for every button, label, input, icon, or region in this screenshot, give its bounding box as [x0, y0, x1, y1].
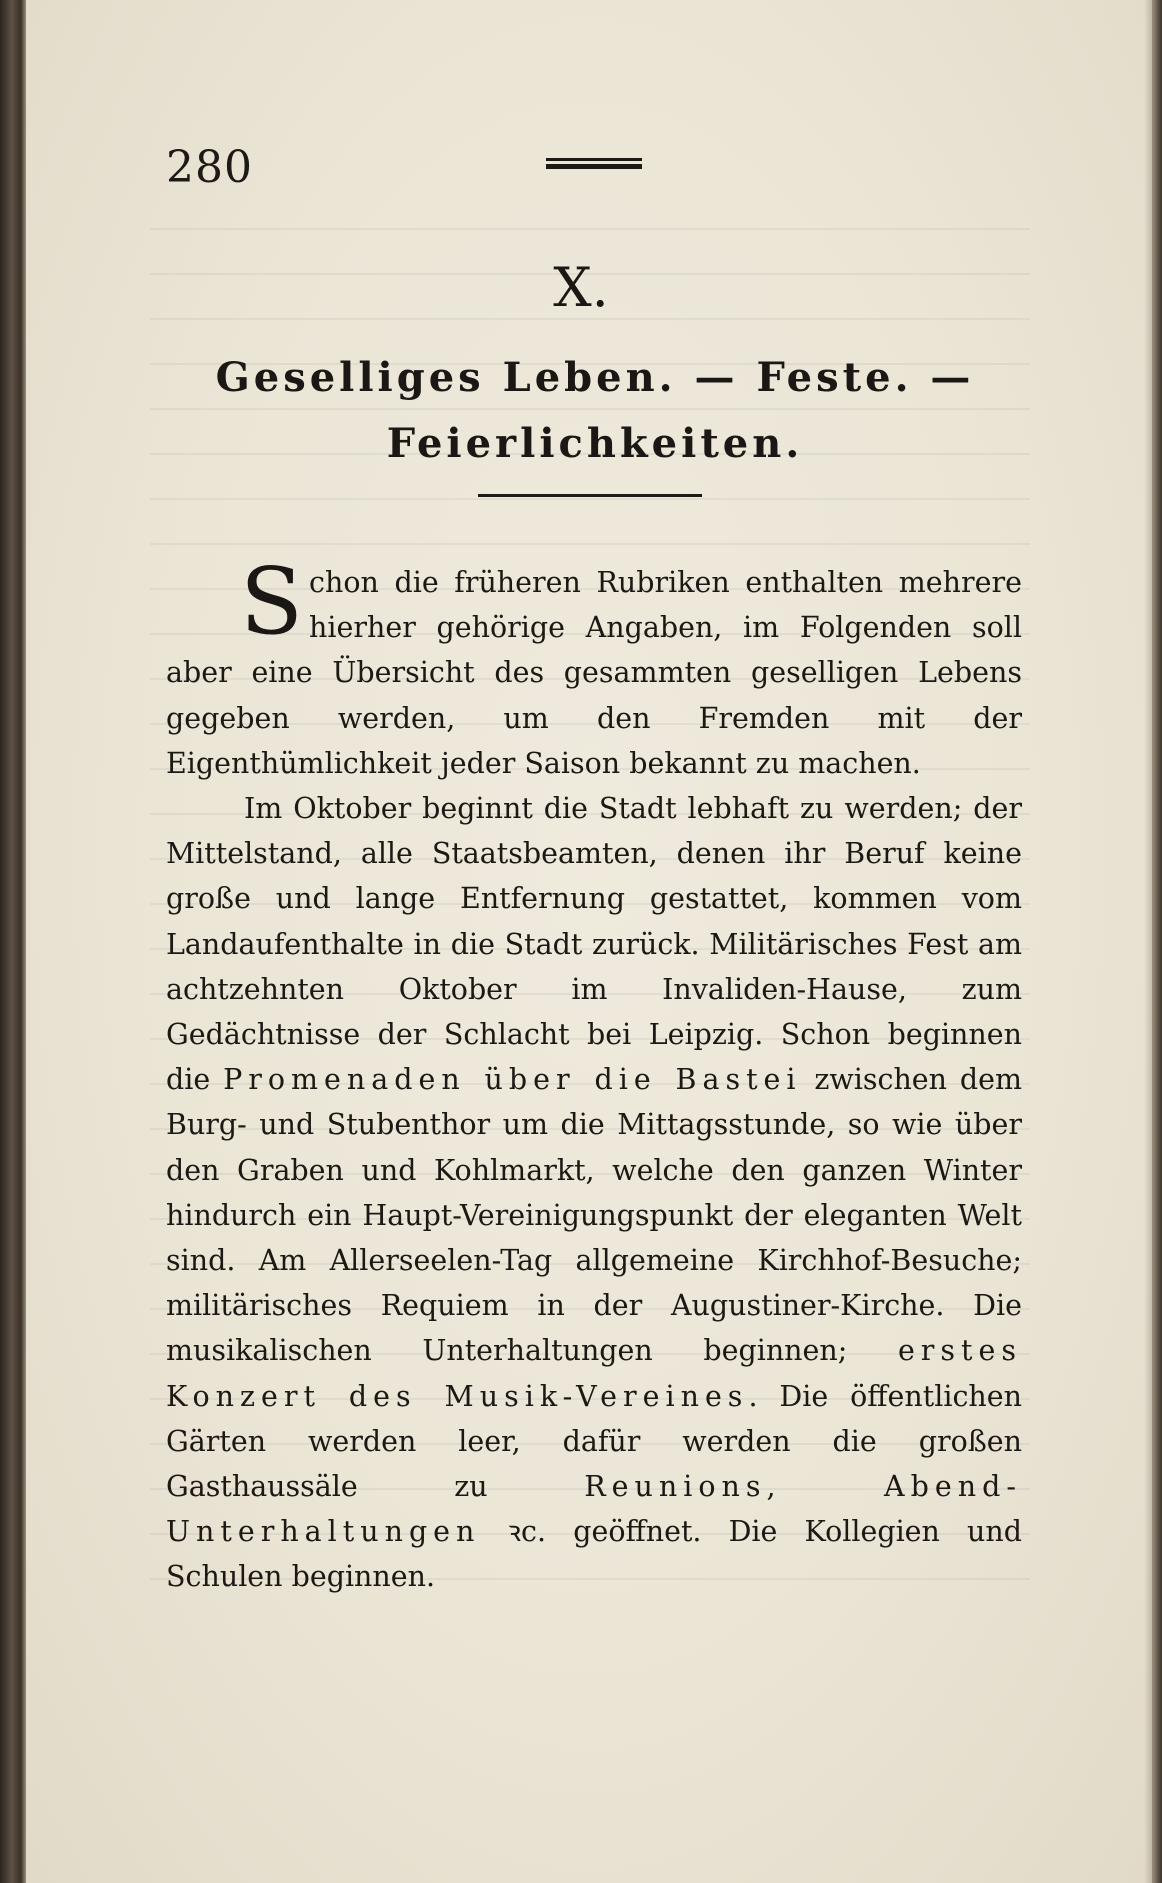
- spaced-emphasis-konzert: erstes Konzert des Musik-Vereines: [166, 1334, 1022, 1413]
- spaced-emphasis-promenaden: Promenaden über die Bastei: [223, 1063, 802, 1097]
- paragraph-2-text-b: zwischen dem Burg- und Stubenthor um die Mittagsstunde, so wie über den Graben und Kohlmarkt, welche den ganzen Winter hindurch ein Haupt-Vereinigungspunkt der eleganten Welt sind. Am Allerseelen-Tag allgemeine Kirchhof-Besuche; militärisches Requiem in der Augustiner-Kirche. Die musikalischen Unterhaltungen beginnen;: [166, 1063, 1022, 1368]
- body-text: [166, 548, 1022, 1600]
- header-ornament-rule: [546, 158, 642, 172]
- title-divider-rule: [478, 494, 702, 497]
- paragraph-2-text-a: Im Oktober beginnt die Stadt lebhaft zu werden; der Mittelstand, alle Staatsbeamten, denen ihr Beruf keine große und lange Entfernung gestattet, kommen vom Landaufenthalte in die Stadt zurück. Militärisches Fest am achtzehnten Oktober im Invaliden-Hause, zum Gedächtnisse der Schlacht bei Leipzig. Schon beginnen die: [166, 792, 1022, 1097]
- page-number: 280: [166, 142, 253, 193]
- paragraph-2-text-c: . Die öffentlichen Gärten werden leer, dafür werden die großen Gasthaussäle zu: [166, 1379, 1022, 1504]
- paragraph-1: [166, 548, 1022, 786]
- paragraph-2-text-d: ꝛc. geöffnet. Die Kollegien und Schulen beginnen.: [166, 1515, 1022, 1594]
- chapter-title-line-2: Feierlichkeiten.: [386, 420, 804, 467]
- chapter-title-line-1: Geselliges Leben. — Feste. —: [215, 354, 975, 401]
- paragraph-1-text: chon die früheren Rubriken enthalten mehrere hierher gehörige Angaben, im Folgenden soll aber eine Übersicht des gesammten geselligen Lebens gegeben werden, um den Fremden mit der Eigenthümlichkeit jeder Saison bekannt zu machen.: [166, 566, 1022, 780]
- chapter-number: X.: [553, 256, 609, 319]
- chapter-title: [160, 345, 1030, 477]
- running-header: [166, 142, 1022, 192]
- drop-cap: S: [240, 548, 304, 655]
- spaced-emphasis-reunions: Reunions, Abend-Unterhaltungen: [166, 1470, 1022, 1549]
- paragraph-2: [166, 786, 1022, 1600]
